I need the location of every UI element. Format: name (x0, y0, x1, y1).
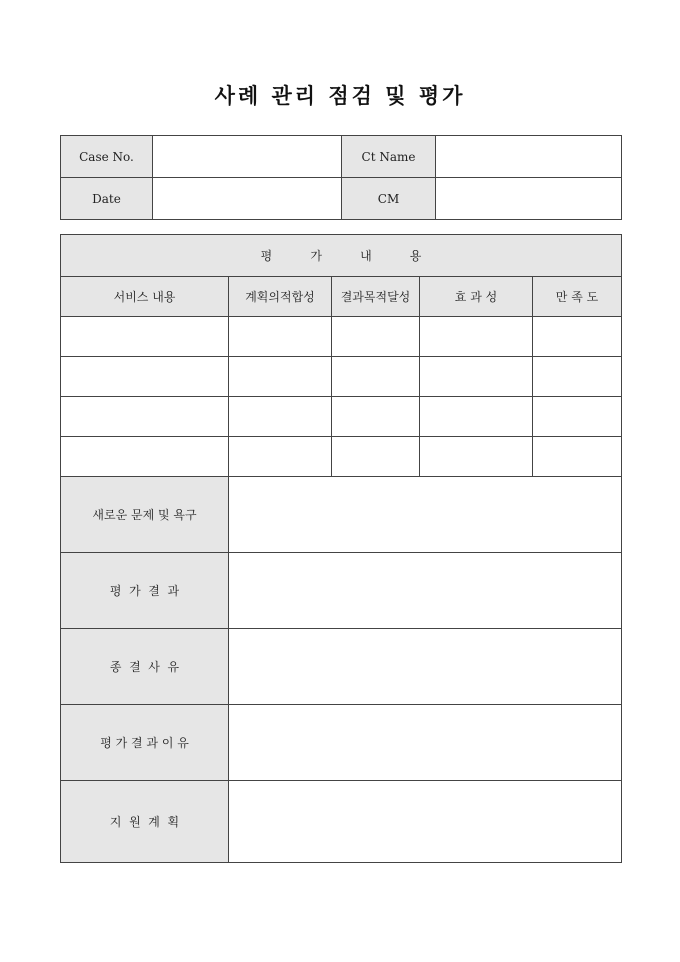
evaluation-reason-label: 평 가 결 과 이 유 (61, 705, 229, 781)
table-cell[interactable] (420, 437, 533, 477)
table-cell[interactable] (332, 317, 420, 357)
table-cell[interactable] (533, 317, 622, 357)
table-cell[interactable] (332, 357, 420, 397)
table-cell[interactable] (229, 437, 332, 477)
evaluation-result-field[interactable] (229, 553, 622, 629)
table-cell[interactable] (533, 437, 622, 477)
new-problems-field[interactable] (229, 477, 622, 553)
ct-name-label: Ct Name (342, 136, 436, 178)
table-cell[interactable] (332, 397, 420, 437)
table-cell[interactable] (61, 397, 229, 437)
column-header-service: 서비스 내용 (61, 277, 229, 317)
evaluation-table (60, 234, 622, 863)
table-cell[interactable] (229, 397, 332, 437)
termination-reason-field[interactable] (229, 629, 622, 705)
table-row (61, 397, 622, 437)
table-cell[interactable] (61, 437, 229, 477)
cm-field[interactable] (436, 178, 622, 220)
case-no-label: Case No. (61, 136, 153, 178)
table-cell[interactable] (229, 317, 332, 357)
table-cell[interactable] (533, 357, 622, 397)
case-no-field[interactable] (153, 136, 342, 178)
page-title: 사례 관리 점검 및 평가 (214, 83, 466, 108)
support-plan-field[interactable] (229, 781, 622, 863)
table-cell[interactable] (229, 357, 332, 397)
table-cell[interactable] (61, 317, 229, 357)
ct-name-field[interactable] (436, 136, 622, 178)
new-problems-label: 새로운 문제 및 욕구 (61, 477, 229, 553)
date-field[interactable] (153, 178, 342, 220)
column-header-effectiveness: 효 과 성 (420, 277, 533, 317)
table-row (61, 357, 622, 397)
evaluation-section-title: 평 가 내 용 (61, 235, 622, 277)
table-cell[interactable] (61, 357, 229, 397)
case-info-table (60, 135, 622, 220)
column-header-plan-fit: 계획의적합성 (229, 277, 332, 317)
evaluation-reason-field[interactable] (229, 705, 622, 781)
table-row (61, 317, 622, 357)
evaluation-result-label: 평 가 결 과 (61, 553, 229, 629)
table-cell[interactable] (420, 317, 533, 357)
table-cell[interactable] (332, 437, 420, 477)
table-cell[interactable] (420, 357, 533, 397)
column-header-satisfaction: 만 족 도 (533, 277, 622, 317)
column-header-goal-achievement: 결과목적달성 (332, 277, 420, 317)
date-label: Date (61, 178, 153, 220)
support-plan-label: 지 원 계 획 (61, 781, 229, 863)
table-cell[interactable] (420, 397, 533, 437)
cm-label: CM (342, 178, 436, 220)
table-row (61, 437, 622, 477)
termination-reason-label: 종 결 사 유 (61, 629, 229, 705)
table-cell[interactable] (533, 397, 622, 437)
